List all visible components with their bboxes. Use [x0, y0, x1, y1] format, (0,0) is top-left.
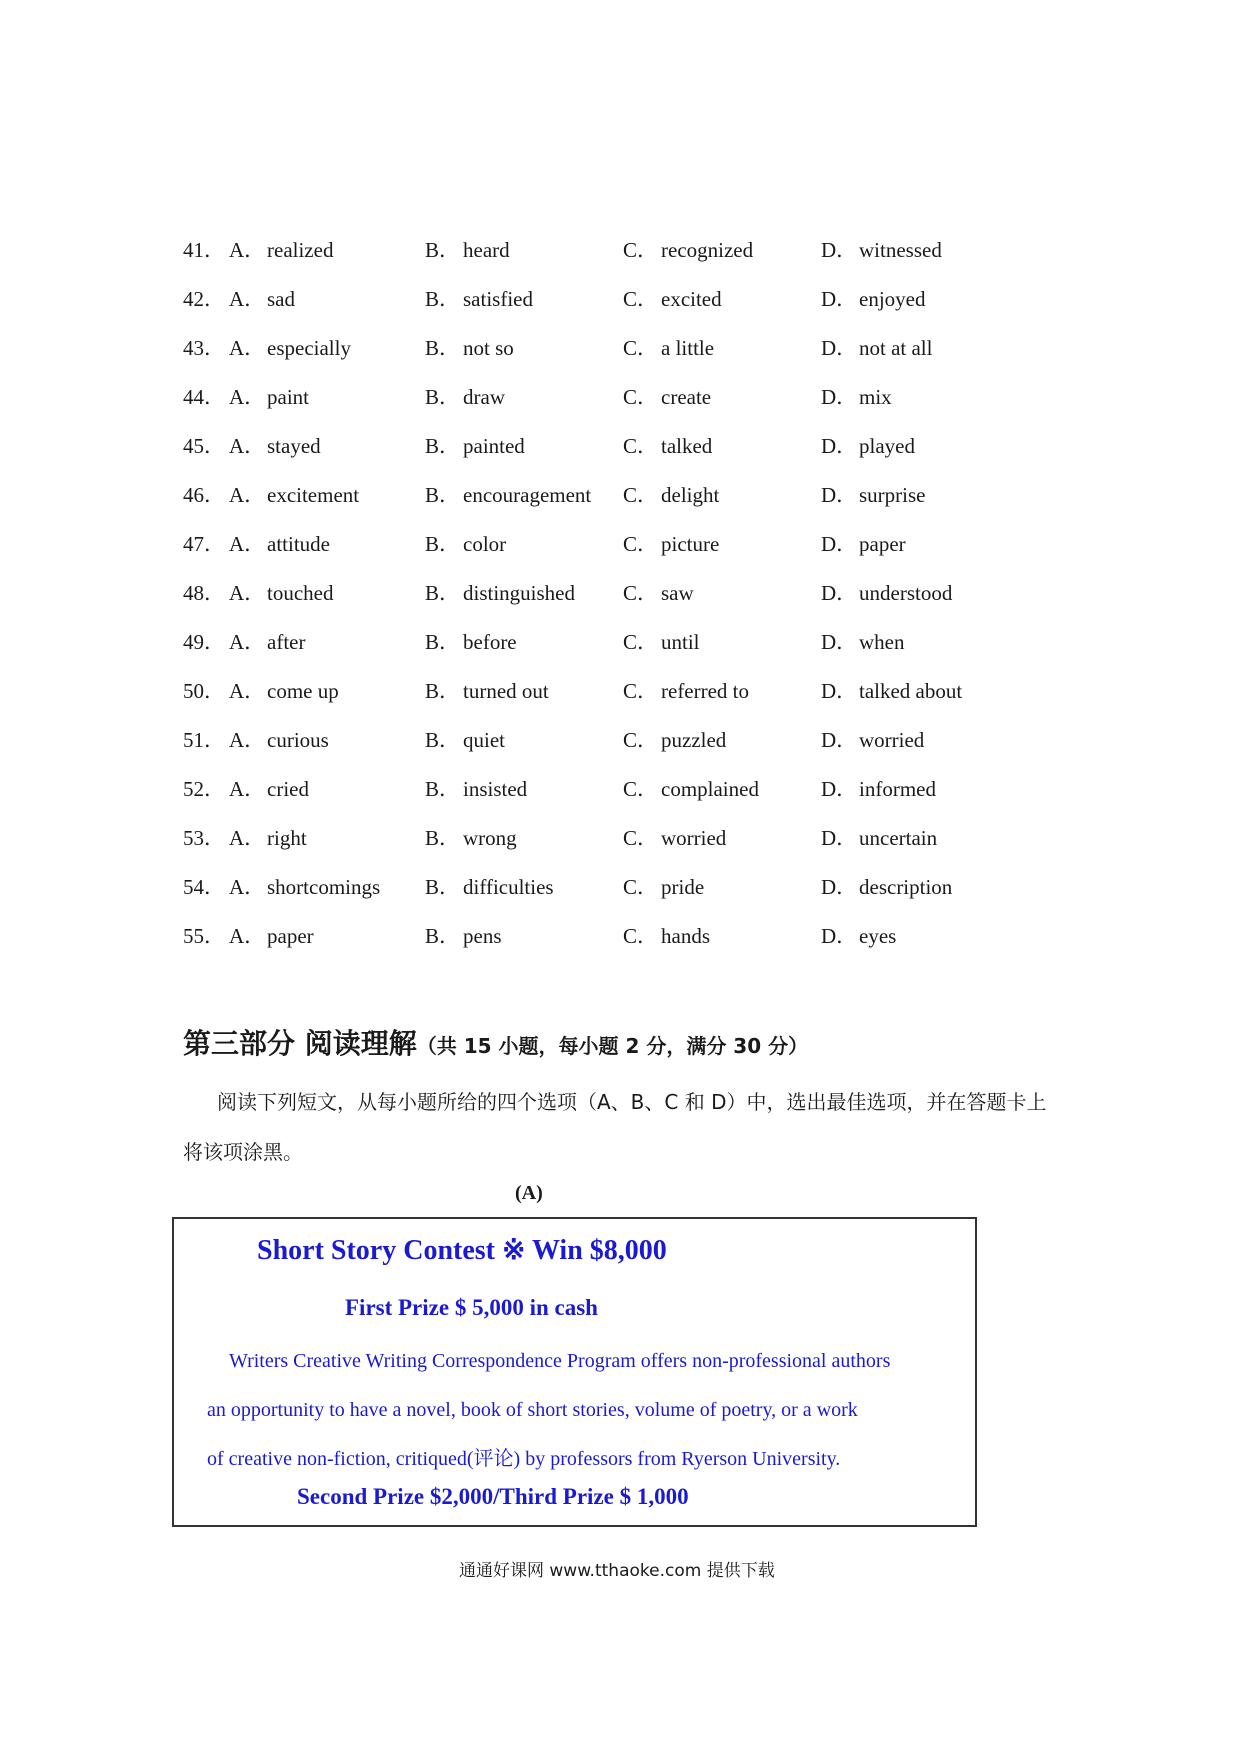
- option-text: delight: [661, 483, 720, 507]
- option-letter: C．: [623, 483, 659, 507]
- question-number: 45．: [183, 434, 225, 458]
- option-letter: A．: [229, 728, 266, 752]
- option-text: informed: [859, 777, 936, 801]
- option-d: [821, 471, 926, 520]
- option-letter: C．: [623, 581, 659, 605]
- question-number: 50．: [183, 679, 225, 703]
- option-b: [425, 422, 525, 471]
- option-text: when: [859, 630, 905, 654]
- question-row: [183, 422, 1083, 471]
- option-text: turned out: [463, 679, 549, 703]
- option-text: pens: [463, 924, 502, 948]
- option-letter: D．: [821, 483, 858, 507]
- option-text: enjoyed: [859, 287, 926, 311]
- option-d: [821, 422, 915, 471]
- question-number: 52．: [183, 777, 225, 801]
- option-text: realized: [267, 238, 334, 262]
- option-letter: D．: [821, 581, 858, 605]
- option-letter: C．: [623, 434, 659, 458]
- question-row: [183, 618, 1083, 667]
- option-text: right: [267, 826, 307, 850]
- section-title: 第三部分 阅读理解: [183, 1027, 417, 1060]
- option-letter: B．: [425, 630, 461, 654]
- option-letter: D．: [821, 826, 858, 850]
- contest-ad-box: [172, 1217, 977, 1527]
- option-a: [229, 912, 314, 961]
- question-number: 53．: [183, 826, 225, 850]
- question-number: 54．: [183, 875, 225, 899]
- option-a: [229, 814, 307, 863]
- option-text: not so: [463, 336, 514, 360]
- option-letter: C．: [623, 385, 659, 409]
- option-c: [623, 324, 714, 373]
- option-text: saw: [661, 581, 694, 605]
- option-b: [425, 765, 527, 814]
- option-letter: A．: [229, 875, 266, 899]
- option-c: [623, 667, 749, 716]
- section-score-note: （共 15 小题，每小题 2 分，满分 30 分）: [416, 1034, 809, 1058]
- option-letter: C．: [623, 630, 659, 654]
- option-a: [229, 765, 309, 814]
- option-text: surprise: [859, 483, 926, 507]
- option-d: [821, 667, 962, 716]
- question-number: 51．: [183, 728, 225, 752]
- option-text: puzzled: [661, 728, 727, 752]
- option-text: excited: [661, 287, 722, 311]
- option-d: [821, 618, 905, 667]
- option-text: witnessed: [859, 238, 942, 262]
- option-text: worried: [859, 728, 925, 752]
- ad-body-line: an opportunity to have a novel, book of short stories, volume of poetry, or a work: [207, 1399, 858, 1421]
- option-text: uncertain: [859, 826, 938, 850]
- option-text: satisfied: [463, 287, 533, 311]
- option-d: [821, 716, 924, 765]
- question-number: 47．: [183, 532, 225, 556]
- question-row: [183, 814, 1083, 863]
- option-text: painted: [463, 434, 525, 458]
- ad-body-line: Writers Creative Writing Correspondence Program offers non-professional authors: [229, 1350, 891, 1372]
- option-c: [623, 765, 759, 814]
- option-text: stayed: [267, 434, 321, 458]
- option-c: [623, 275, 722, 324]
- option-text: until: [661, 630, 700, 654]
- option-letter: D．: [821, 777, 858, 801]
- option-b: [425, 618, 517, 667]
- option-text: understood: [859, 581, 953, 605]
- page-footer: 通通好课网 www.tthaoke.com 提供下载: [459, 1561, 775, 1581]
- option-text: played: [859, 434, 915, 458]
- option-letter: B．: [425, 777, 461, 801]
- option-text: eyes: [859, 924, 897, 948]
- question-number: 43．: [183, 336, 225, 360]
- option-text: not at all: [859, 336, 933, 360]
- option-letter: D．: [821, 385, 858, 409]
- option-a: [229, 520, 330, 569]
- question-row: [183, 226, 1083, 275]
- option-letter: D．: [821, 630, 858, 654]
- option-d: [821, 275, 925, 324]
- option-c: [623, 716, 726, 765]
- option-text: cried: [267, 777, 309, 801]
- option-c: [623, 814, 726, 863]
- option-c: [623, 912, 710, 961]
- option-d: [821, 373, 892, 422]
- option-letter: B．: [425, 728, 461, 752]
- option-letter: A．: [229, 238, 266, 262]
- option-text: create: [661, 385, 712, 409]
- option-c: [623, 373, 711, 422]
- question-row: [183, 765, 1083, 814]
- question-number: 55．: [183, 924, 225, 948]
- option-c: [623, 422, 712, 471]
- option-a: [229, 275, 295, 324]
- option-text: curious: [267, 728, 329, 752]
- option-text: distinguished: [463, 581, 576, 605]
- option-text: before: [463, 630, 517, 654]
- option-a: [229, 863, 380, 912]
- option-letter: D．: [821, 728, 858, 752]
- option-b: [425, 912, 502, 961]
- option-letter: A．: [229, 434, 266, 458]
- option-letter: C．: [623, 875, 659, 899]
- option-letter: D．: [821, 336, 858, 360]
- ad-body: [207, 1337, 957, 1484]
- option-letter: B．: [425, 434, 461, 458]
- option-c: [623, 569, 694, 618]
- question-row: [183, 275, 1083, 324]
- option-a: [229, 471, 359, 520]
- question-number: 46．: [183, 483, 225, 507]
- question-row: [183, 520, 1083, 569]
- option-b: [425, 716, 505, 765]
- option-letter: A．: [229, 826, 266, 850]
- option-text: shortcomings: [267, 875, 381, 899]
- option-letter: C．: [623, 826, 659, 850]
- option-letter: A．: [229, 287, 266, 311]
- option-letter: B．: [425, 924, 461, 948]
- option-letter: C．: [623, 287, 659, 311]
- option-b: [425, 520, 506, 569]
- option-b: [425, 471, 591, 520]
- ad-body-line: of creative non-fiction, critiqued(评论) by professors from Ryerson University.: [207, 1448, 841, 1470]
- option-text: come up: [267, 679, 339, 703]
- option-letter: A．: [229, 679, 266, 703]
- option-b: [425, 814, 517, 863]
- option-b: [425, 863, 554, 912]
- option-d: [821, 863, 952, 912]
- option-a: [229, 324, 351, 373]
- option-d: [821, 912, 896, 961]
- option-d: [821, 569, 952, 618]
- option-a: [229, 226, 333, 275]
- option-text: paint: [267, 385, 309, 409]
- option-text: insisted: [463, 777, 528, 801]
- question-number: 49．: [183, 630, 225, 654]
- option-letter: B．: [425, 581, 461, 605]
- option-letter: C．: [623, 728, 659, 752]
- ad-first-prize: First Prize $ 5,000 in cash: [345, 1295, 598, 1320]
- question-number: 42．: [183, 287, 225, 311]
- option-b: [425, 324, 514, 373]
- option-letter: B．: [425, 336, 461, 360]
- option-a: [229, 569, 333, 618]
- option-text: color: [463, 532, 507, 556]
- option-text: sad: [267, 287, 295, 311]
- option-letter: C．: [623, 777, 659, 801]
- option-a: [229, 422, 321, 471]
- option-d: [821, 814, 937, 863]
- option-text: paper: [859, 532, 906, 556]
- option-text: talked about: [859, 679, 963, 703]
- question-row: [183, 716, 1083, 765]
- question-number: 41．: [183, 238, 225, 262]
- option-text: encouragement: [463, 483, 592, 507]
- option-text: complained: [661, 777, 759, 801]
- option-a: [229, 373, 309, 422]
- option-text: referred to: [661, 679, 750, 703]
- option-letter: B．: [425, 875, 461, 899]
- option-c: [623, 520, 719, 569]
- option-text: pride: [661, 875, 705, 899]
- option-letter: D．: [821, 238, 858, 262]
- option-letter: A．: [229, 336, 266, 360]
- option-letter: B．: [425, 679, 461, 703]
- passage-label: (A): [515, 1182, 543, 1204]
- option-text: after: [267, 630, 306, 654]
- option-text: paper: [267, 924, 314, 948]
- option-text: picture: [661, 532, 720, 556]
- option-text: especially: [267, 336, 351, 360]
- option-letter: D．: [821, 924, 858, 948]
- option-d: [821, 520, 906, 569]
- question-row: [183, 373, 1083, 422]
- option-letter: A．: [229, 532, 266, 556]
- option-letter: C．: [623, 924, 659, 948]
- option-text: worried: [661, 826, 727, 850]
- option-letter: D．: [821, 679, 858, 703]
- option-b: [425, 373, 505, 422]
- option-text: hands: [661, 924, 710, 948]
- option-text: draw: [463, 385, 505, 409]
- option-letter: B．: [425, 532, 461, 556]
- option-letter: B．: [425, 385, 461, 409]
- question-row: [183, 863, 1083, 912]
- question-row: [183, 912, 1083, 961]
- option-c: [623, 618, 700, 667]
- option-letter: A．: [229, 483, 266, 507]
- option-text: excitement: [267, 483, 360, 507]
- question-row: [183, 471, 1083, 520]
- option-letter: A．: [229, 581, 266, 605]
- option-letter: C．: [623, 336, 659, 360]
- section-instruction: 阅读下列短文，从每小题所给的四个选项（A、B、C 和 D）中，选出最佳选项，并在答题卡上将该项涂黑。: [183, 1090, 1047, 1164]
- option-b: [425, 226, 510, 275]
- option-text: recognized: [661, 238, 754, 262]
- question-list: [183, 226, 1083, 961]
- option-letter: C．: [623, 679, 659, 703]
- option-text: touched: [267, 581, 334, 605]
- option-b: [425, 569, 575, 618]
- option-letter: D．: [821, 434, 858, 458]
- option-letter: B．: [425, 483, 461, 507]
- option-c: [623, 863, 704, 912]
- option-text: heard: [463, 238, 510, 262]
- question-row: [183, 324, 1083, 373]
- option-a: [229, 618, 305, 667]
- option-letter: C．: [623, 532, 659, 556]
- option-letter: C．: [623, 238, 659, 262]
- option-text: a little: [661, 336, 715, 360]
- option-text: wrong: [463, 826, 517, 850]
- option-text: quiet: [463, 728, 505, 752]
- section-header: [183, 1022, 808, 1062]
- option-letter: D．: [821, 875, 858, 899]
- question-row: [183, 667, 1083, 716]
- question-number: 44．: [183, 385, 225, 409]
- option-d: [821, 226, 942, 275]
- option-letter: D．: [821, 532, 858, 556]
- option-b: [425, 275, 533, 324]
- ad-headline: Short Story Contest ※ Win $8,000: [257, 1235, 667, 1266]
- ad-second-third-prize: Second Prize $2,000/Third Prize $ 1,000: [297, 1484, 689, 1509]
- option-d: [821, 765, 936, 814]
- option-c: [623, 226, 753, 275]
- option-text: mix: [859, 385, 892, 409]
- question-number: 48．: [183, 581, 225, 605]
- option-a: [229, 716, 329, 765]
- option-letter: A．: [229, 385, 266, 409]
- option-letter: B．: [425, 238, 461, 262]
- option-text: talked: [661, 434, 713, 458]
- option-letter: A．: [229, 777, 266, 801]
- option-letter: D．: [821, 287, 858, 311]
- option-text: difficulties: [463, 875, 554, 899]
- option-c: [623, 471, 719, 520]
- option-letter: B．: [425, 826, 461, 850]
- option-text: description: [859, 875, 953, 899]
- question-row: [183, 569, 1083, 618]
- option-text: attitude: [267, 532, 330, 556]
- option-letter: A．: [229, 924, 266, 948]
- option-b: [425, 667, 549, 716]
- option-letter: B．: [425, 287, 461, 311]
- option-a: [229, 667, 339, 716]
- option-letter: A．: [229, 630, 266, 654]
- option-d: [821, 324, 932, 373]
